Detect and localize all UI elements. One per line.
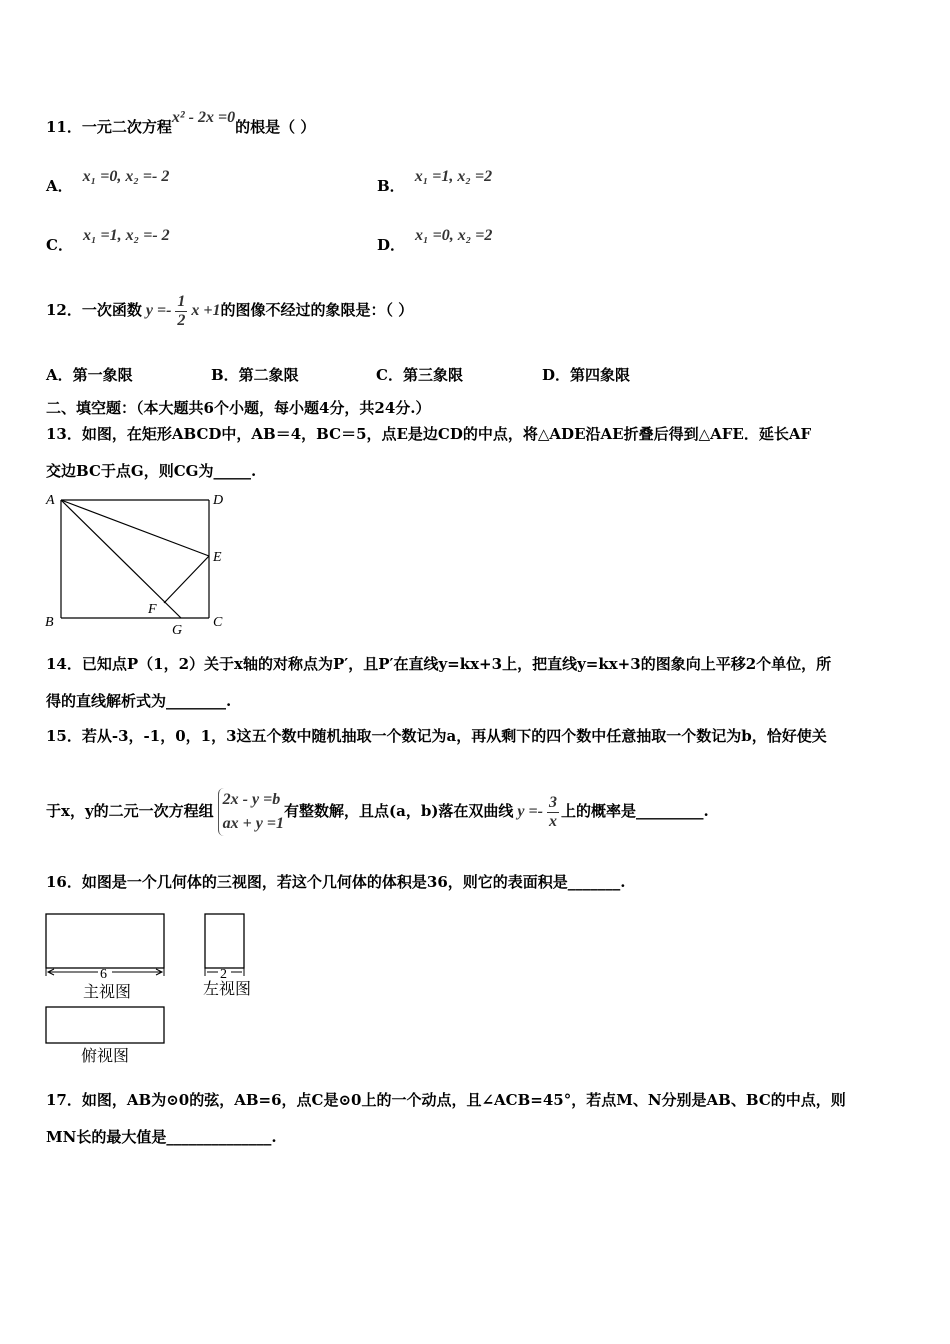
segment-ag — [61, 500, 181, 618]
q11-option-c-expr: x₁ =1, x₂ =- 2 — [82, 227, 170, 244]
label-f: F — [148, 602, 157, 617]
q12-equation: y =- $\frac{1}{2}$ x +1 — [145, 292, 221, 329]
q13-rectangle-figure — [40, 488, 240, 638]
q16-three-views-figure — [40, 908, 270, 1068]
q16-stem: 16．如图是一个几何体的三视图，若这个几何体的体积是36，则它的表面积是_______. — [46, 873, 626, 891]
q11-equation: x² - 2x =0 — [171, 109, 236, 126]
q11-option-d-expr: x₁ =0, x₂ =2 — [415, 227, 493, 244]
q14-line2: 得的直线解析式为________. — [46, 692, 232, 710]
q11-option-a: A．x₁ =0, x₂ =- 2 — [46, 168, 170, 195]
top-view-rect — [46, 1007, 164, 1043]
q11-option-d: D．x₁ =0, x₂ =2 — [377, 227, 493, 254]
q11-suffix: 的根是（ ） — [235, 118, 316, 136]
q11-option-b: B．x₁ =1, x₂ =2 — [377, 168, 493, 195]
q13-line2: 交边BC于点G，则CG为_____. — [46, 462, 257, 480]
left-view-rect — [205, 914, 244, 968]
q12-option-d: D．第四象限 — [542, 366, 631, 384]
left-view-dimension: 2 — [220, 967, 227, 982]
front-view-rect — [46, 914, 164, 968]
q14-line1: 14．已知点P（1，2）关于x轴的对称点为P′，且P′在直线y=kx+3上，把直线y=kx+3的图象向上平移2个单位，所 — [46, 655, 832, 673]
front-view-dimension: 6 — [100, 967, 107, 982]
front-view-label: 主视图 — [83, 984, 132, 1001]
q12-option-c: C．第三象限 — [376, 366, 463, 384]
q15-hyperbola: y =- $\frac{3}{x}$ — [517, 793, 557, 830]
q11-stem — [46, 109, 316, 137]
section-heading-fill-in: 二、填空题：（本大题共6个小题，每小题4分，共24分.） — [46, 399, 431, 417]
segment-ef — [164, 556, 209, 603]
label-e: E — [213, 550, 222, 565]
q12-option-a: A．第一象限 — [46, 366, 133, 384]
left-view-label: 左视图 — [203, 981, 252, 998]
q12-stem: 12．一次函数 y =- $\frac{1}{2}$ x +1的图像不经过的象限是：（ ） — [46, 292, 414, 329]
label-c: C — [213, 615, 223, 630]
q15-equation-system: 2x - y =b ax + y =1 — [218, 788, 284, 836]
label-a: A — [46, 493, 55, 508]
label-d: D — [213, 493, 224, 508]
top-view-label: 俯视图 — [81, 1048, 130, 1065]
q17-line1: 17．如图，AB为⊙0的弦，AB=6，点C是⊙0上的一个动点，且∠ACB=45°，若点M、N分别是AB、BC的中点，则 — [46, 1091, 846, 1109]
q11-option-b-expr: x₁ =1, x₂ =2 — [414, 168, 493, 185]
segment-ae — [61, 500, 209, 556]
q12-fraction: $\frac{1}{2}$ — [177, 292, 186, 329]
q11-option-a-expr: x₁ =0, x₂ =- 2 — [82, 168, 170, 185]
q12-option-b: B．第二象限 — [211, 366, 299, 384]
label-b: B — [45, 615, 54, 630]
q17-line2: MN长的最大值是______________. — [46, 1128, 277, 1146]
q13-line1: 13．如图，在矩形ABCD中，AB＝4，BC＝5，点E是边CD的中点，将△ADE沿AE折叠后得到△AFE．延长AF — [46, 425, 812, 443]
label-g: G — [172, 623, 183, 638]
q15-line2: 于x，y的二元一次方程组 2x - y =b ax + y =1 有整数解，且点(a，b)落在双曲线 y =- $\frac{3}{x}$ 上的概率是_________. — [46, 784, 709, 839]
q11-prefix: 11．一元二次方程 — [46, 118, 172, 136]
q11-option-c: C．x₁ =1, x₂ =- 2 — [46, 227, 170, 254]
q15-line1: 15．若从-3，-1，0，1，3这五个数中随机抽取一个数记为a，再从剩下的四个数中任意抽取一个数记为b，恰好使关 — [46, 727, 827, 745]
